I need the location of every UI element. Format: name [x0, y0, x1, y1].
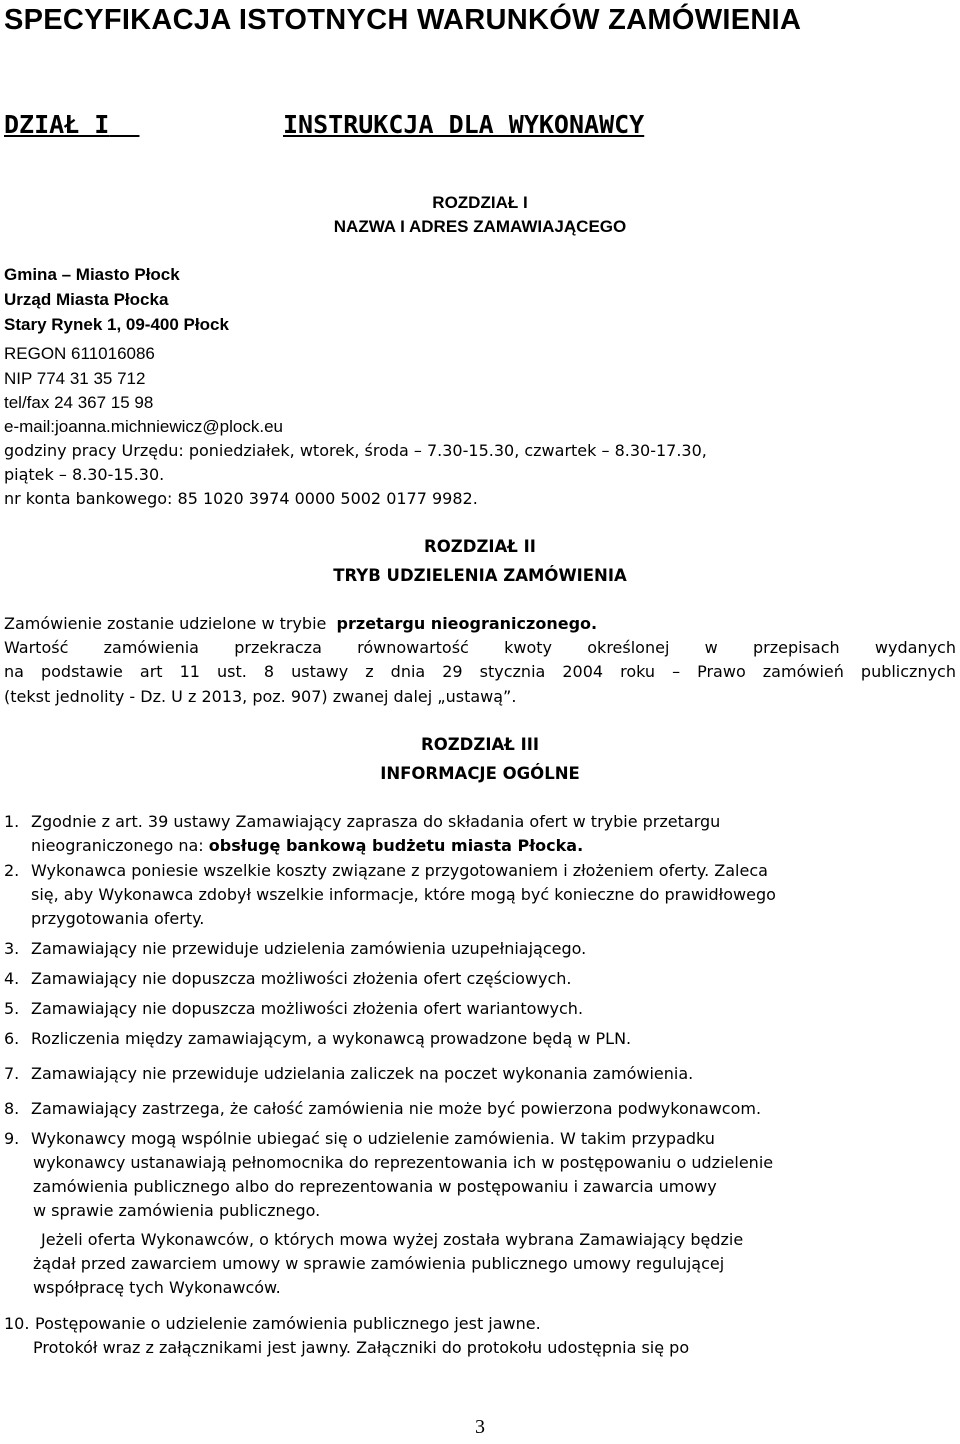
list-item: 1. Zgodnie z art. 39 ustawy Zamawiający zaprasza do składania ofert w trybie przetargu	[4, 812, 721, 831]
list-item-continuation: zamówienia publicznego albo do reprezentowania w postępowaniu i zawarcia umowy	[33, 1177, 717, 1196]
nip-number: NIP 774 31 35 712	[4, 369, 146, 388]
chapter-2-heading: TRYB UDZIELENIA ZAMÓWIENIA	[333, 566, 627, 585]
list-item: 2. Wykonawca poniesie wszelkie koszty związane z przygotowaniem i złożeniem oferty. Zaleca	[4, 861, 768, 880]
list-item: 9. Wykonawcy mogą wspólnie ubiegać się o udzielenie zamówienia. W takim przypadku	[4, 1129, 715, 1148]
list-item: 6. Rozliczenia między zamawiającym, a wykonawcą prowadzone będą w PLN.	[4, 1029, 632, 1048]
value-text: na podstawie art 11 ust. 8 ustawy z dnia 29 stycznia 2004 roku – Prawo zamówień publicznych	[4, 662, 956, 681]
chapter-3-heading: INFORMACJE OGÓLNE	[380, 764, 580, 783]
paragraph: żądał przed zawarciem umowy w sprawie zamówienia publicznego umowy regulującej	[33, 1254, 725, 1273]
value-text: Wartość zamówienia przekracza równowartość kwoty określonej w przepisach wydanych	[4, 638, 956, 657]
list-item-continuation: się, aby Wykonawca zdobył wszelkie informacje, które mogą być konieczne do prawidłowego	[31, 885, 776, 904]
list-item-continuation: nieograniczonego na: obsługę bankową budżetu miasta Płocka.	[31, 836, 584, 855]
office-hours: piątek – 8.30-15.30.	[4, 465, 165, 484]
address-line: Stary Rynek 1, 09-400 Płock	[4, 315, 229, 334]
list-item: 5. Zamawiający nie dopuszcza możliwości złożenia ofert wariantowych.	[4, 999, 584, 1018]
address-line: Urząd Miasta Płocka	[4, 290, 169, 309]
list-item: 3. Zamawiający nie przewiduje udzielenia zamówienia uzupełniającego.	[4, 939, 587, 958]
chapter-2-label: ROZDZIAŁ II	[424, 537, 536, 556]
list-item: 4. Zamawiający nie dopuszcza możliwości złożenia ofert częściowych.	[4, 969, 572, 988]
document-title: SPECYFIKACJA ISTOTNYCH WARUNKÓW ZAMÓWIENIA	[4, 4, 802, 36]
bank-account: nr konta bankowego: 85 1020 3974 0000 5002 0177 9982.	[4, 489, 478, 508]
paragraph: Jeżeli oferta Wykonawców, o których mowa wyżej została wybrana Zamawiający będzie	[41, 1230, 744, 1249]
chapter-3-label: ROZDZIAŁ III	[420, 735, 540, 754]
phone-fax: tel/fax 24 367 15 98	[4, 393, 154, 412]
email-address: e-mail:joanna.michniewicz@plock.eu	[4, 417, 283, 436]
procedure-text: Zamówienie zostanie udzielone w trybie przetargu nieograniczonego.	[4, 614, 598, 633]
list-item-continuation: przygotowania oferty.	[31, 909, 205, 928]
value-text: (tekst jednolity - Dz. U z 2013, poz. 907) zwanej dalej „ustawą”.	[4, 687, 517, 706]
office-hours: godziny pracy Urzędu: poniedziałek, wtorek, środa – 7.30-15.30, czwartek – 8.30-17.30,	[4, 441, 707, 460]
list-item-continuation: Protokół wraz z załącznikami jest jawny. Załączniki do protokołu udostępnia się po	[33, 1338, 690, 1357]
list-item: 10. Postępowanie o udzielenie zamówienia publicznego jest jawne.	[4, 1314, 541, 1333]
chapter-1-label: ROZDZIAŁ I	[432, 193, 528, 212]
regon-number: REGON 611016086	[4, 344, 155, 363]
section-label: DZIAŁ I	[4, 110, 110, 139]
list-item-continuation: w sprawie zamówienia publicznego.	[33, 1201, 321, 1220]
section-heading: INSTRUKCJA DLA WYKONAWCY	[283, 110, 645, 139]
page-number: 3	[475, 1416, 485, 1438]
list-item-continuation: wykonawcy ustanawiają pełnomocnika do reprezentowania ich w postępowaniu o udzielenie	[33, 1153, 774, 1172]
paragraph: współpracę tych Wykonawców.	[33, 1278, 281, 1297]
list-item: 8. Zamawiający zastrzega, że całość zamówienia nie może być powierzona podwykonawcom.	[4, 1099, 762, 1118]
address-line: Gmina – Miasto Płock	[4, 265, 180, 284]
list-item: 7. Zamawiający nie przewiduje udzielania zaliczek na poczet wykonania zamówienia.	[4, 1064, 694, 1083]
chapter-1-heading: NAZWA I ADRES ZAMAWIAJĄCEGO	[333, 217, 627, 236]
